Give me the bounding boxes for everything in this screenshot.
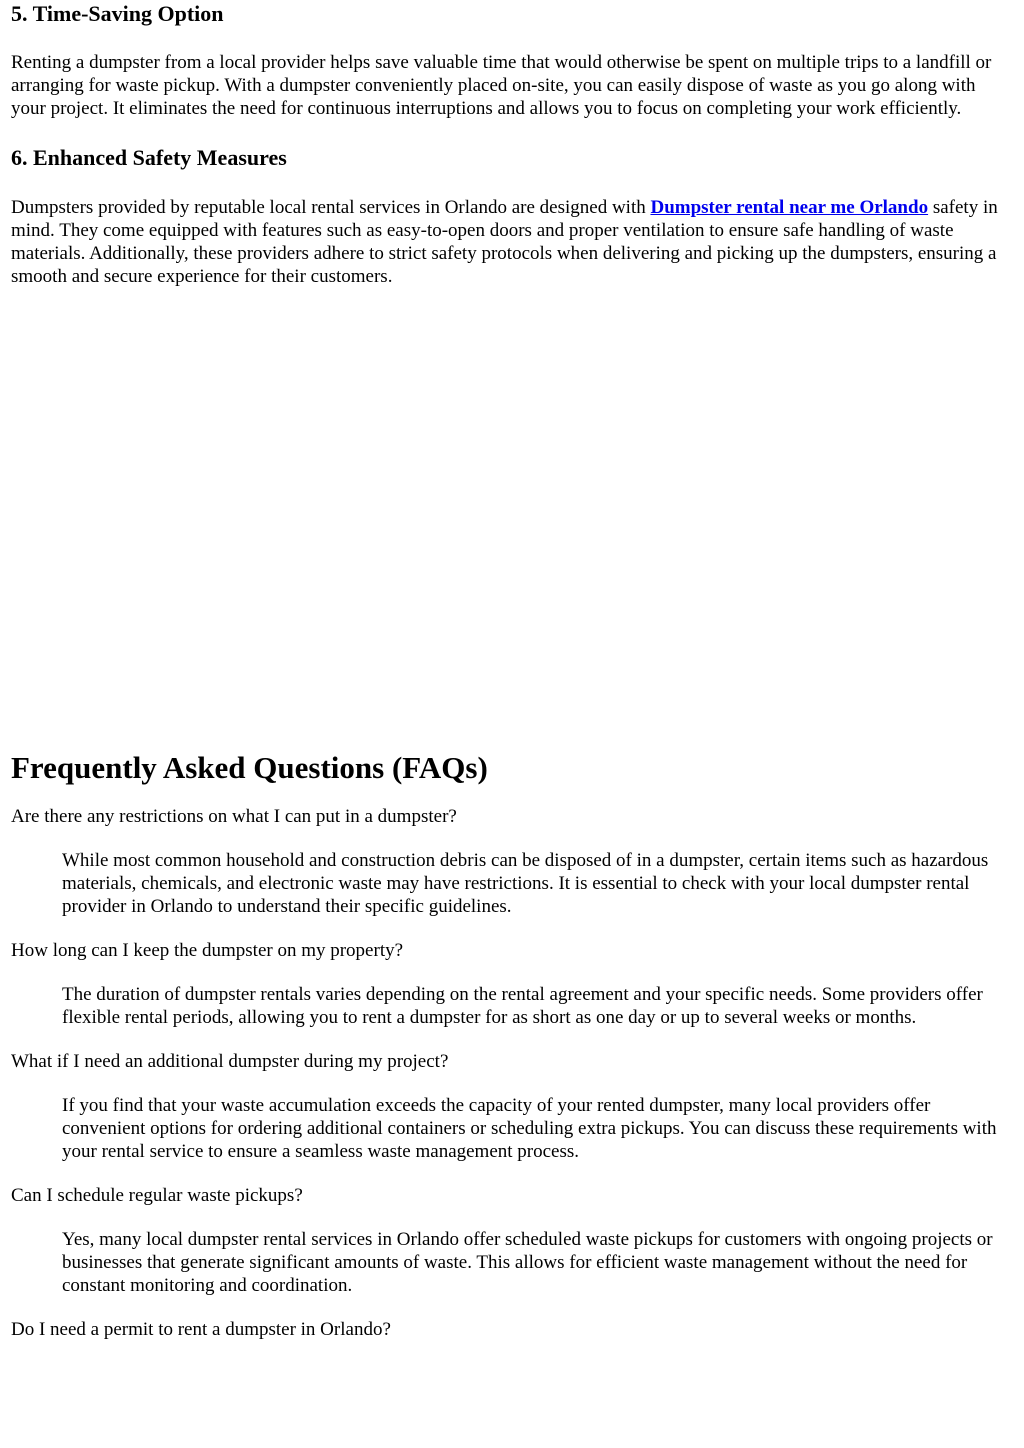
faq-question-1: Are there any restrictions on what I can put in a dumpster? [11, 806, 457, 827]
faq-answer-4: Yes, many local dumpster rental services in Orlando offer scheduled waste pickups for customers with ongoing projects or businesses that generate significant amounts of waste. This allows for efficient waste management without the need for constant monitoring and coordination. [62, 1229, 993, 1296]
faq-question-4: Can I schedule regular waste pickups? [11, 1185, 303, 1206]
faq-answer-3: If you find that your waste accumulation exceeds the capacity of your rented dumpster, many local providers offer convenient options for ordering additional containers or scheduling extra pickups. You can discuss these requirements with your rental service to ensure a seamless waste management process. [62, 1095, 997, 1162]
faq-question-2: How long can I keep the dumpster on my property? [11, 940, 404, 961]
section-6-body-start: Dumpsters provided by reputable local rental services in Orlando are designed with [11, 197, 651, 218]
section-6-body-end: safety in mind. They come equipped with features such as easy-to-open doors and proper ventilation to ensure safe handling of waste materials. Additionally, these providers adhere to strict safety protocols when delivering and picking up the dumpsters, ensuring a smooth and secure experience for their customers. [11, 197, 998, 287]
faq-question-5: Do I need a permit to rent a dumpster in Orlando? [11, 1319, 391, 1340]
faq-question-3: What if I need an additional dumpster during my project? [11, 1051, 449, 1072]
faq-answer-1: While most common household and construction debris can be disposed of in a dumpster, certain items such as hazardous materials, chemicals, and electronic waste may have restrictions. It is essential to check with your local dumpster rental provider in Orlando to understand their specific guidelines. [62, 850, 989, 917]
document-page [11, 0, 1015, 1341]
section-5-body: Renting a dumpster from a local provider helps save valuable time that would otherwise be spent on multiple trips to a landfill or arranging for waste pickup. With a dumpster conveniently placed on-site, you can easily dispose of waste as you go along with your project. It eliminates the need for continuous interruptions and allows you to focus on completing your work efficiently. [11, 52, 992, 119]
section-6-body [11, 196, 1015, 288]
dumpster-rental-link[interactable]: Dumpster rental near me Orlando [650, 197, 929, 218]
section-5-heading: 5. Time-Saving Option [11, 1, 224, 26]
section-6-heading: 6. Enhanced Safety Measures [11, 145, 287, 170]
faq-heading: Frequently Asked Questions (FAQs) [11, 750, 488, 785]
faq-answer-2: The duration of dumpster rentals varies depending on the rental agreement and your specific needs. Some providers offer flexible rental periods, allowing you to rent a dumpster for as short as one day or up to several weeks or months. [62, 984, 983, 1028]
